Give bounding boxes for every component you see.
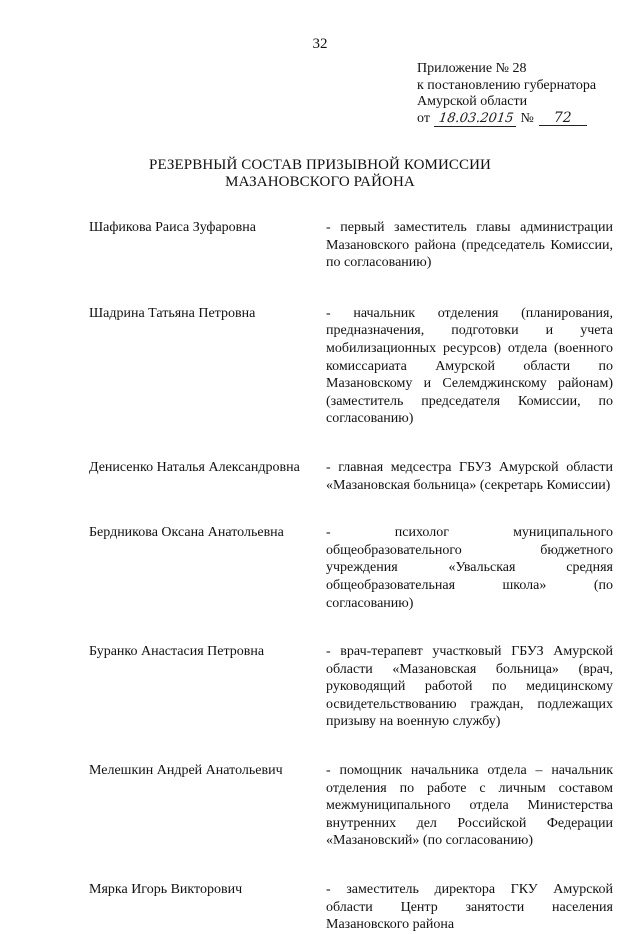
member-name: Мелешкин Андрей Анатольевич <box>89 763 283 779</box>
member-role: - начальник отделения (планирования, предназначения, подготовки и учета мобилизационных ресурсов) отдела (военного комиссариата Амурской области по Мазановскому и Селемджинскому районам) (заместитель председателя Комиссии, по согласованию) <box>326 305 613 427</box>
annex-date-number-line <box>417 111 596 128</box>
annex-title: Приложение № 28 <box>417 61 527 76</box>
handwritten-date: 18.03.2015 <box>434 112 518 127</box>
member-role: - врач-терапевт участковый ГБУЗ Амурской области «Мазановская больница» (врач, руководящий работой по медицинскому освидетельствованию граждан, подлежащих призыву на военную службу) <box>326 644 613 730</box>
members-list <box>89 219 613 934</box>
annex-block <box>417 61 596 127</box>
member-row <box>89 305 613 428</box>
member-row <box>89 459 613 494</box>
document-title <box>0 157 640 191</box>
member-role: - помощник начальника отдела – начальник отделения по работе с личным составом межмуниципального отдела Министерства внутренних дел Российской Федерации «Мазановский» (по согласованию) <box>326 763 613 849</box>
annex-region-line: Амурской области <box>417 94 528 109</box>
member-row <box>89 643 613 731</box>
number-prefix: № <box>520 110 534 126</box>
member-row <box>89 881 613 934</box>
member-name: Мярка Игорь Викторович <box>89 882 243 898</box>
member-row <box>89 524 613 612</box>
title-line-2: МАЗАНОВСКОГО РАЙОНА <box>225 174 415 190</box>
member-role: - заместитель директора ГКУ Амурской области Центр занятости населения Мазановского района <box>326 882 613 933</box>
member-role: - психолог муниципального общеобразовательного бюджетного учреждения «Увальская средняя общеобразовательная школа» (по согласованию) <box>326 525 613 611</box>
member-name: Буранко Анастасия Петровна <box>89 644 265 660</box>
member-row <box>89 762 613 850</box>
member-row <box>89 219 613 272</box>
member-name: Бердникова Оксана Анатольевна <box>89 525 284 541</box>
member-name: Денисенко Наталья Александровна <box>89 459 300 475</box>
page-number: 32 <box>312 36 328 52</box>
member-role: - первый заместитель главы администрации Мазановского района (председатель Комиссии, по согласованию) <box>326 220 613 271</box>
annex-decree-line: к постановлению губернатора <box>417 77 597 93</box>
member-name: Шадрина Татьяна Петровна <box>89 305 256 321</box>
member-role: - главная медсестра ГБУЗ Амурской области «Мазановская больница» (секретарь Комиссии) <box>326 459 613 493</box>
handwritten-number: 72 <box>539 111 587 126</box>
date-prefix: от <box>417 110 430 126</box>
title-line-1: РЕЗЕРВНЫЙ СОСТАВ ПРИЗЫВНОЙ КОМИССИИ <box>149 157 491 173</box>
member-name: Шафикова Раиса Зуфаровна <box>89 220 256 235</box>
